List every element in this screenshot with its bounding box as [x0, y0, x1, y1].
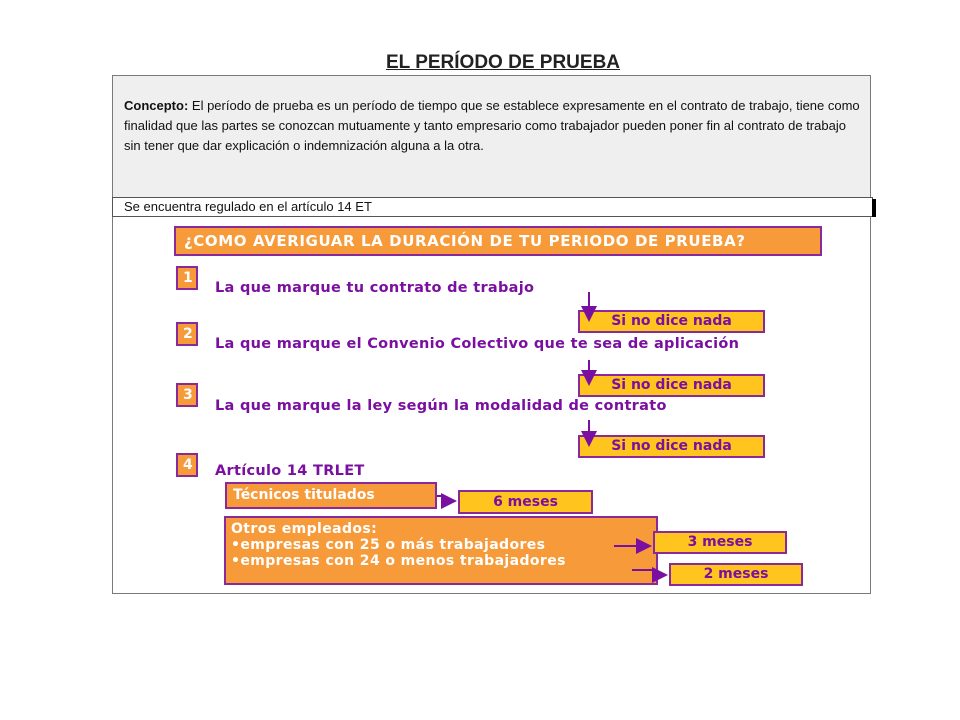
otros-duration-2: 2 meses [669, 563, 803, 586]
otros-line-1: •empresas con 25 o más trabajadores [231, 537, 546, 553]
arrow-otros-2 [632, 570, 664, 575]
tecnicos-box: Técnicos titulados [225, 482, 437, 509]
fallback-box-3: Si no dice nada [578, 435, 765, 458]
step-text-1: La que marque tu contrato de trabajo [215, 280, 535, 296]
step-text-4: Artículo 14 TRLET [215, 463, 365, 479]
question-banner: ¿COMO AVERIGUAR LA DURACIÓN DE TU PERIODO DE PRUEBA? [174, 226, 822, 256]
page-title: EL PERÍODO DE PRUEBA [385, 52, 621, 73]
step-text-2: La que marque el Convenio Colectivo que te sea de aplicación [215, 336, 740, 352]
step-number-1: 1 [176, 266, 198, 290]
otros-line-2: •empresas con 24 o menos trabajadores [231, 553, 566, 569]
fallback-box-1: Si no dice nada [578, 310, 765, 333]
otros-duration-1: 3 meses [653, 531, 787, 554]
regulation-line: Se encuentra regulado en el artículo 14 ET [112, 197, 873, 217]
step-number-2: 2 [176, 322, 198, 346]
tecnicos-duration: 6 meses [458, 490, 593, 514]
fallback-box-2: Si no dice nada [578, 374, 765, 397]
step-number-4: 4 [176, 453, 198, 477]
arrow-tecnicos [437, 496, 453, 501]
concept-label: Concepto: [124, 98, 189, 113]
step-number-3: 3 [176, 383, 198, 407]
step-text-3: La que marque la ley según la modalidad de contrato [215, 398, 667, 414]
concept-text: El período de prueba es un período de tiempo que se establece expresamente en el contrato de trabajo, tiene como finalidad que las partes se conozcan mutuamente y tanto empresario como trabajador pueden poner fin al contrato de trabajo sin tener que dar explicación o indemnización alguna a la otra. [124, 98, 860, 153]
otros-heading: Otros empleados: [231, 521, 378, 537]
